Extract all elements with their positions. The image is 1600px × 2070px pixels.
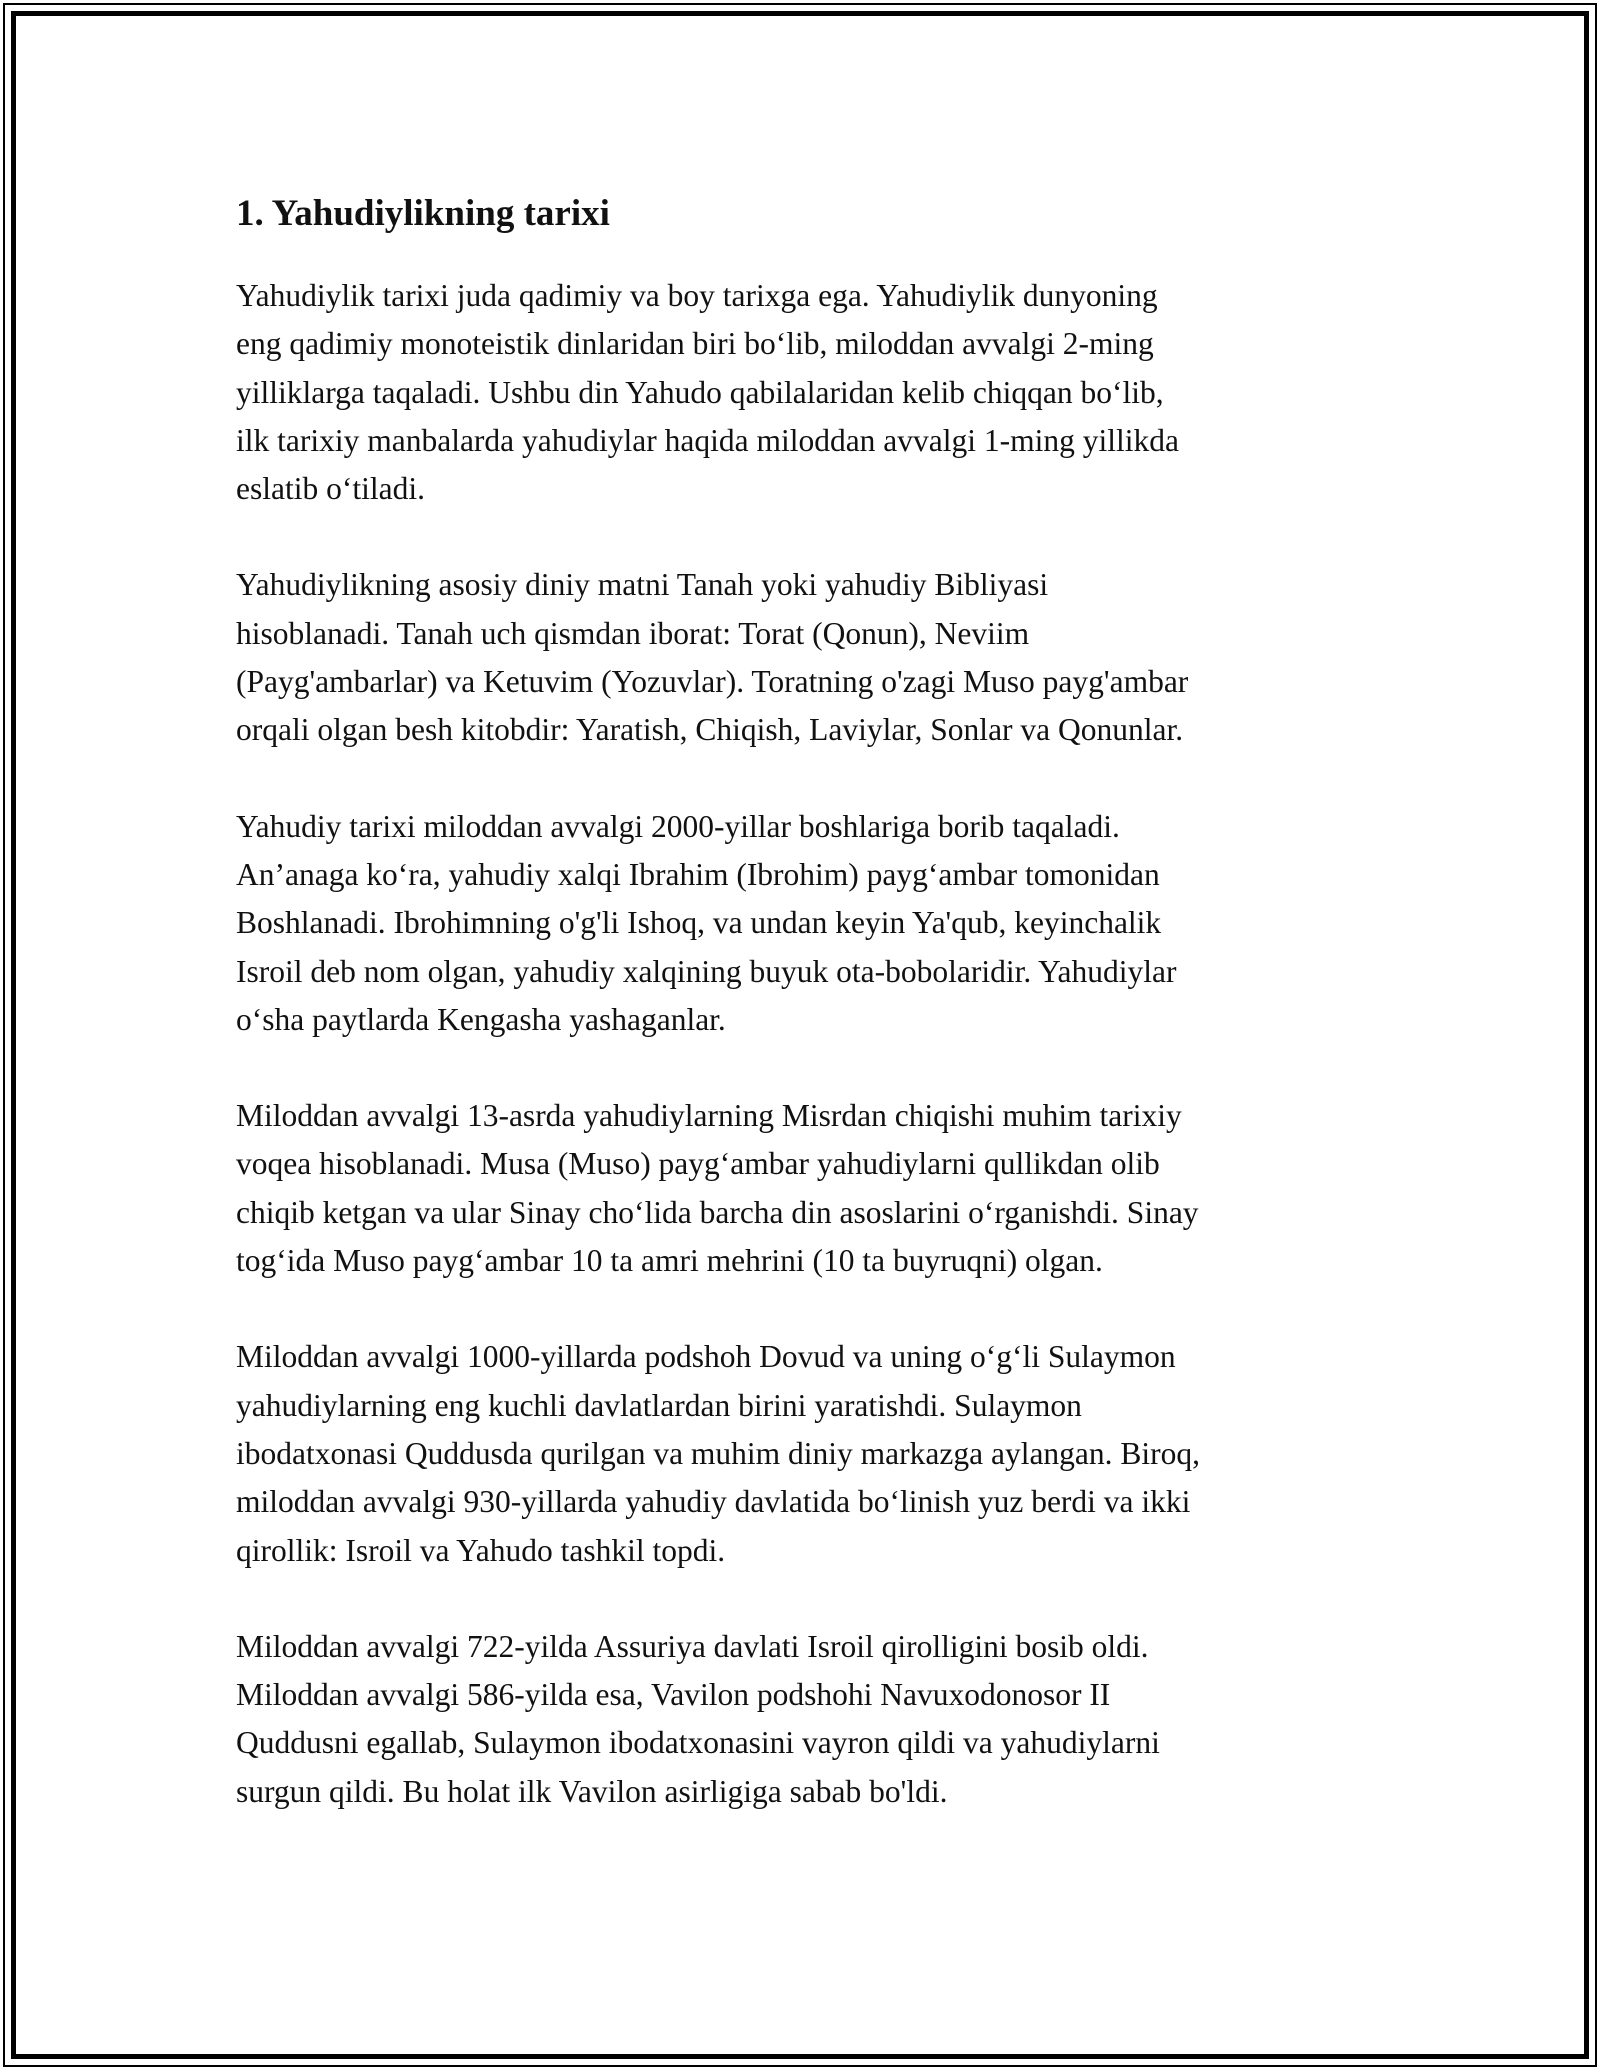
- paragraph-4: Miloddan avvalgi 13-asrda yahudiylarning Misrdan chiqishi muhim tarixiy voqea hisoblanadi. Musa (Muso) payg‘ambar yahudiylarni qullikdan olib chiqib ketgan va ular Sinay cho‘lida barcha din asoslarini o‘rganishdi. Sinay tog‘ida Muso payg‘ambar 10 ta amri mehrini (10 ta buyruqni) olgan.: [236, 1098, 1199, 1279]
- paragraph-5: Miloddan avvalgi 1000-yillarda podshoh Dovud va uning o‘g‘li Sulaymon yahudiylarning eng kuchli davlatlardan birini yaratishdi. Sulaymon ibodatxonasi Quddusda qurilgan va muhim diniy markazga aylangan. Biroq, miloddan avvalgi 930-yillarda yahudiy davlatida bo‘linish yuz berdi va ikki qirollik: Isroil va Yahudo tashkil topdi.: [236, 1339, 1201, 1568]
- document-body: [236, 186, 1386, 1864]
- paragraph-3: Yahudiy tarixi miloddan avvalgi 2000-yillar boshlariga borib taqaladi. An’anaga ko‘ra, yahudiy xalqi Ibrahim (Ibrohim) payg‘ambar tomonidan Boshlanadi. Ibrohimning o'g'li Ishoq, va undan keyin Ya'qub, keyinchalik Isroil deb nom olgan, yahudiy xalqining buyuk ota-bobolaridir. Yahudiylar o‘sha paytlarda Kengasha yashaganlar.: [236, 808, 1177, 1037]
- paragraph-2: Yahudiylikning asosiy diniy matni Tanah yoki yahudiy Bibliyasi hisoblanadi. Tanah uch qismdan iborat: Torat (Qonun), Neviim (Payg'ambarlar) va Ketuvim (Yozuvlar). Toratning o'zagi Muso payg'ambar orqali olgan besh kitobdir: Yaratish, Chiqish, Laviylar, Sonlar va Qonunlar.: [236, 567, 1189, 748]
- section-heading: 1. Yahudiylikning tarixi: [236, 193, 610, 234]
- paragraph-1: Yahudiylik tarixi juda qadimiy va boy tarixga ega. Yahudiylik dunyoning eng qadimiy monoteistik dinlaridan biri bo‘lib, miloddan avvalgi 2-ming yilliklarga taqaladi. Ushbu din Yahudo qabilalaridan kelib chiqqan bo‘lib, ilk tarixiy manbalarda yahudiylar haqida miloddan avvalgi 1-ming yillikda eslatib o‘tiladi.: [236, 278, 1180, 507]
- paragraph-6: Miloddan avvalgi 722-yilda Assuriya davlati Isroil qirolligini bosib oldi. Miloddan avvalgi 586-yilda esa, Vavilon podshohi Navuxodonosor II Quddusni egallab, Sulaymon ibodatxonasini vayron qildi va yahudiylarni surgun qildi. Bu holat ilk Vavilon asirligiga sabab bo'ldi.: [236, 1628, 1160, 1809]
